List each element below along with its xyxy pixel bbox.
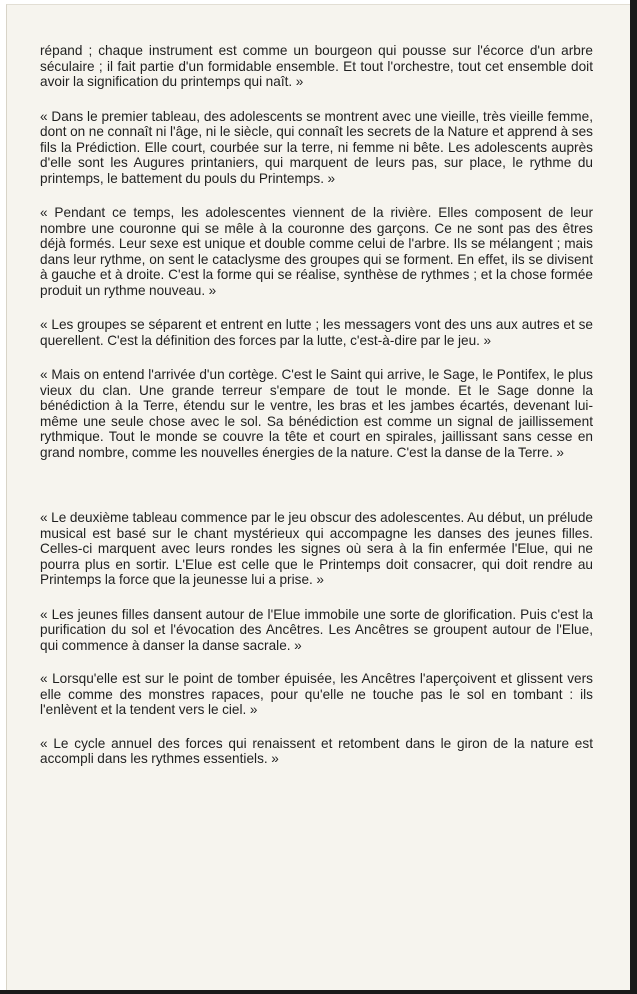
scan-edge-bottom xyxy=(0,990,637,994)
page-sheet xyxy=(6,4,631,991)
paragraph-6: « Le deuxième tableau commence par le jeu obscur des adolescentes. Au début, un prélude musical est basé sur le chant mystérieux qui accompagne les danses des jeunes filles. Celles-ci marquent avec leurs rondes les signes où sera à la fin enfermée l'Elue, qui ne pourra plus en sortir. L'Elue est celle que le Printemps doit consacrer, qui doit rendre au Printemps la force que la jeunesse lui a prise. » xyxy=(40,510,593,587)
text-column xyxy=(40,43,593,767)
paragraph-5: « Mais on entend l'arrivée d'un cortège. C'est le Saint qui arrive, le Sage, le Pontifex, le plus vieux du clan. Une grande terreur s'empare de tout le monde. Et le Sage donne la bénédiction à la Terre, étendu sur le ventre, les bras et les jambes écartés, devenant lui-même une seule chose avec le sol. Sa bénédiction est comme un signal de jaillissement rythmique. Tout le monde se couvre la tête et court en spirales, jaillissant sans cesse en grand nombre, comme les nouvelles énergies de la nature. C'est la danse de la Terre. » xyxy=(40,367,593,460)
paragraph-7: « Les jeunes filles dansent autour de l'Elue immobile une sorte de glorification. Puis c'est la purification du sol et l'évocation des Ancêtres. Les Ancêtres se groupent autour de l'Elue, qui commence à danser la danse sacrale. » xyxy=(40,606,593,653)
paragraph-3: « Pendant ce temps, les adolescentes viennent de la rivière. Elles composent de leur nombre une couronne qui se mêle à la couronne des garçons. Ce ne sont pas des êtres déjà formés. Leur sexe est unique et double comme celui de l'arbre. Ils se mélangent ; mais dans leur rythme, on sent le cataclysme des groupes qui se forment. En effet, ils se divisent à gauche et à droite. C'est la forme qui se réalise, synthèse de rythmes ; et la chose formée produit un rythme nouveau. » xyxy=(40,205,593,298)
paragraph-2: « Dans le premier tableau, des adolescents se montrent avec une vieille, très vieille femme, dont on ne connaît ni l'âge, ni le siècle, qui connaît les secrets de la Nature et apprend à ses fils la Prédiction. Elle court, courbée sur la terre, ni femme ni bête. Les adolescents auprès d'elle sont les Augures printaniers, qui marquent de leurs pas, sur place, le rythme du printemps, le battement du pouls du Printemps. » xyxy=(40,108,593,186)
paragraph-8: « Lorsqu'elle est sur le point de tomber épuisée, les Ancêtres l'aperçoivent et glissent vers elle comme des monstres rapaces, pour qu'elle ne touche pas le sol en tombant : ils l'enlèvent et la tendent vers le ciel. » xyxy=(40,671,593,717)
scan-edge-right xyxy=(630,0,637,994)
paragraph-4: « Les groupes se séparent et entrent en lutte ; les messagers vont des uns aux autres et se querellent. C'est la définition des forces par la lutte, c'est-à-dire par le jeu. » xyxy=(40,317,593,348)
paragraph-9: « Le cycle annuel des forces qui renaissent et retombent dans le giron de la nature est accompli dans les rythmes essentiels. » xyxy=(40,735,593,766)
paragraph-1: répand ; chaque instrument est comme un bourgeon qui pousse sur l'écorce d'un arbre séculaire ; il fait partie d'un formidable ensemble. Et tout l'orchestre, tout cet ensemble doit avoir la signification du printemps qui naît. » xyxy=(40,43,593,89)
